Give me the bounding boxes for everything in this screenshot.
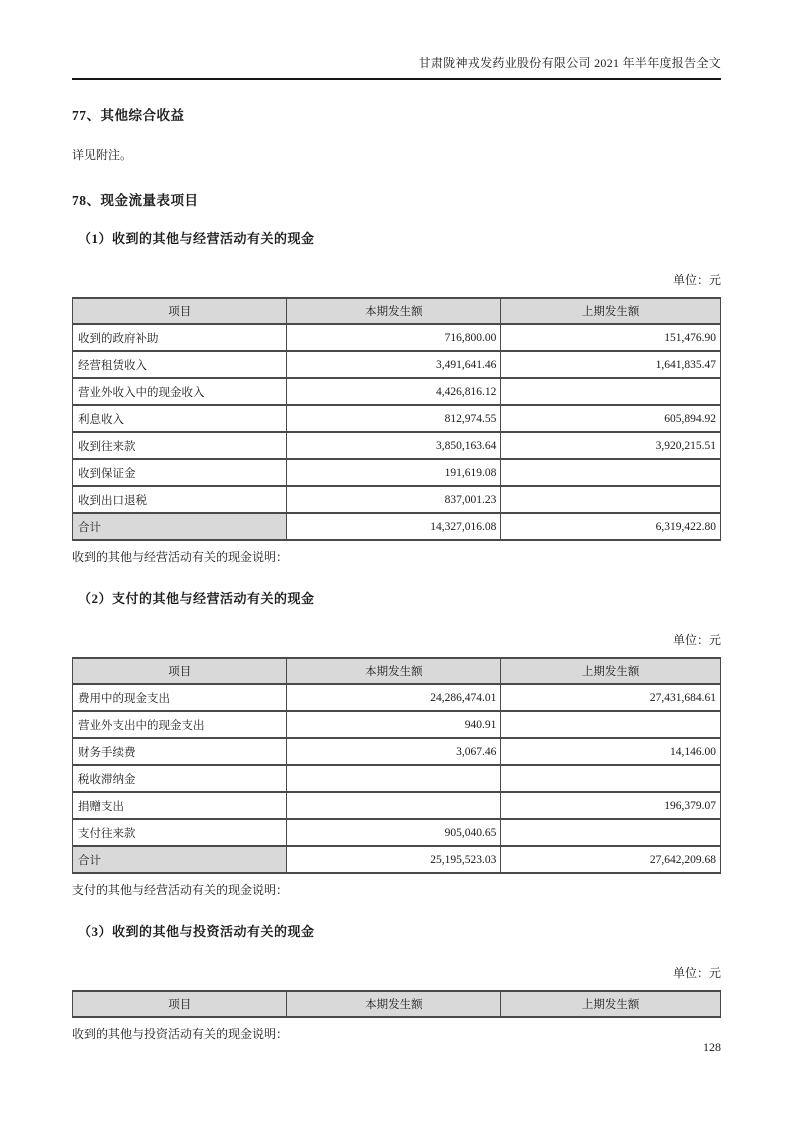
row-prior-amount (501, 459, 721, 486)
table-total-row (73, 846, 721, 873)
column-header-current-period: 本期发生额 (287, 991, 501, 1017)
row-item-label: 捐赠支出 (73, 792, 287, 819)
table-row (73, 738, 721, 765)
table-1-footnote: 收到的其他与经营活动有关的现金说明： (72, 550, 289, 564)
row-prior-amount: 27,431,684.61 (501, 684, 721, 711)
row-item-label: 费用中的现金支出 (73, 684, 287, 711)
row-item-label: 税收滞纳金 (73, 765, 287, 792)
row-prior-amount (501, 378, 721, 405)
column-header-current-period: 本期发生额 (287, 658, 501, 684)
table-row (73, 765, 721, 792)
table-row (73, 459, 721, 486)
column-header-item: 项目 (73, 991, 287, 1017)
unit-label: 单位：元 (672, 966, 721, 980)
subsection-2-title: （2）支付的其他与经营活动有关的现金 (78, 591, 315, 606)
report-header-title: 甘肃陇神戎发药业股份有限公司 2021 年半年度报告全文 (72, 54, 721, 80)
section-78-title: 78、现金流量表项目 (72, 193, 199, 208)
row-current-amount: 837,001.23 (287, 486, 501, 513)
row-prior-amount: 3,920,215.51 (501, 432, 721, 459)
cash-received-investing-table (72, 990, 721, 1018)
subsection-1-title: （1）收到的其他与经营活动有关的现金 (78, 231, 315, 246)
subsection-3-title: （3）收到的其他与投资活动有关的现金 (78, 924, 315, 939)
table-header-row (73, 991, 721, 1017)
row-prior-amount: 605,894.92 (501, 405, 721, 432)
column-header-current-period: 本期发生额 (287, 298, 501, 324)
row-prior-amount (501, 486, 721, 513)
row-current-amount: 3,491,641.46 (287, 351, 501, 378)
row-current-amount: 812,974.55 (287, 405, 501, 432)
row-item-label: 财务手续费 (73, 738, 287, 765)
row-current-amount: 25,195,523.03 (287, 846, 501, 873)
row-item-label: 利息收入 (73, 405, 287, 432)
table-row (73, 351, 721, 378)
row-current-amount: 905,040.65 (287, 819, 501, 846)
section-77-title: 77、其他综合收益 (72, 108, 185, 123)
row-prior-amount: 196,379.07 (501, 792, 721, 819)
row-item-label: 收到保证金 (73, 459, 287, 486)
row-current-amount: 3,067.46 (287, 738, 501, 765)
table-row (73, 432, 721, 459)
table-row (73, 792, 721, 819)
row-item-label: 收到的政府补助 (73, 324, 287, 351)
cash-received-operating-table (72, 297, 721, 541)
table-row (73, 819, 721, 846)
cash-paid-operating-table (72, 657, 721, 874)
unit-label: 单位：元 (672, 273, 721, 287)
row-prior-amount: 151,476.90 (501, 324, 721, 351)
table-row (73, 486, 721, 513)
row-current-amount: 3,850,163.64 (287, 432, 501, 459)
column-header-item: 项目 (73, 298, 287, 324)
row-current-amount: 716,800.00 (287, 324, 501, 351)
row-item-label: 合计 (73, 513, 287, 540)
row-prior-amount: 27,642,209.68 (501, 846, 721, 873)
column-header-item: 项目 (73, 658, 287, 684)
row-item-label: 合计 (73, 846, 287, 873)
column-header-prior-period: 上期发生额 (501, 298, 721, 324)
table-row (73, 405, 721, 432)
row-current-amount: 24,286,474.01 (287, 684, 501, 711)
row-item-label: 经营租赁收入 (73, 351, 287, 378)
table-2-footnote: 支付的其他与经营活动有关的现金说明： (72, 883, 289, 897)
row-item-label: 支付往来款 (73, 819, 287, 846)
row-item-label: 收到出口退税 (73, 486, 287, 513)
row-current-amount: 4,426,816.12 (287, 378, 501, 405)
table-row (73, 324, 721, 351)
table-row (73, 378, 721, 405)
column-header-prior-period: 上期发生额 (501, 991, 721, 1017)
table-header-row (73, 658, 721, 684)
row-prior-amount (501, 819, 721, 846)
row-current-amount (287, 765, 501, 792)
row-prior-amount (501, 711, 721, 738)
row-prior-amount: 6,319,422.80 (501, 513, 721, 540)
column-header-prior-period: 上期发生额 (501, 658, 721, 684)
row-prior-amount: 14,146.00 (501, 738, 721, 765)
row-current-amount: 14,327,016.08 (287, 513, 501, 540)
row-prior-amount (501, 765, 721, 792)
table-3-footnote: 收到的其他与投资活动有关的现金说明： (72, 1027, 289, 1041)
row-item-label: 营业外收入中的现金收入 (73, 378, 287, 405)
unit-label: 单位：元 (672, 633, 721, 647)
page-number: 128 (703, 1040, 721, 1054)
row-item-label: 营业外支出中的现金支出 (73, 711, 287, 738)
section-77-note: 详见附注。 (72, 148, 133, 162)
row-prior-amount: 1,641,835.47 (501, 351, 721, 378)
row-current-amount (287, 792, 501, 819)
table-row (73, 684, 721, 711)
table-total-row (73, 513, 721, 540)
table-row (73, 711, 721, 738)
table-header-row (73, 298, 721, 324)
row-current-amount: 191,619.08 (287, 459, 501, 486)
row-current-amount: 940.91 (287, 711, 501, 738)
row-item-label: 收到往来款 (73, 432, 287, 459)
